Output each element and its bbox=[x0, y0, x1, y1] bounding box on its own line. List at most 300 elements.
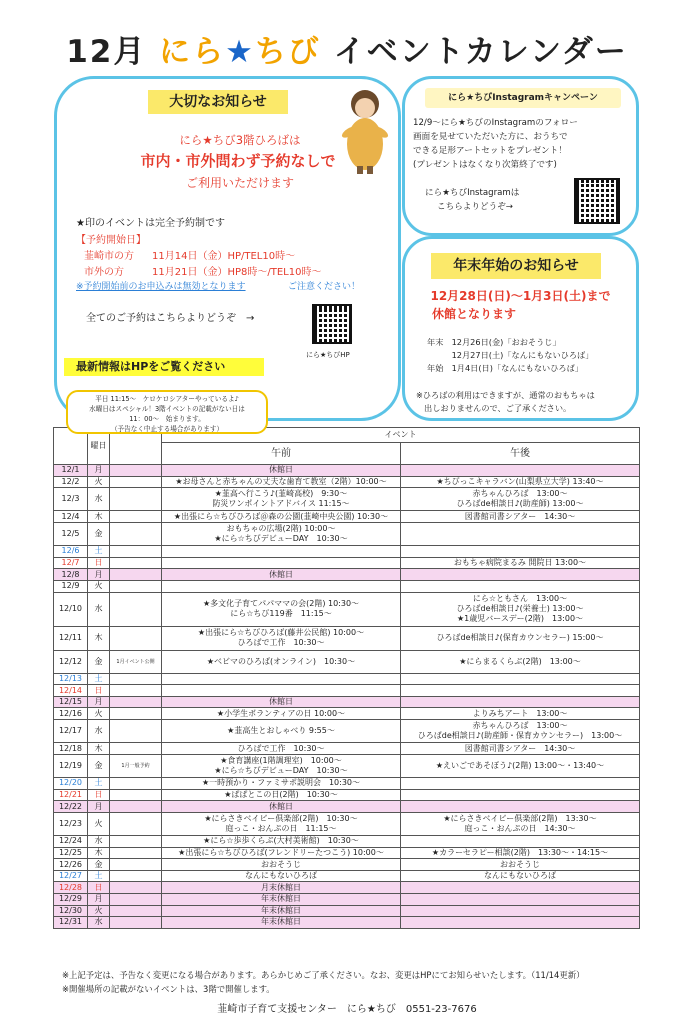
side-note-cell bbox=[110, 754, 162, 777]
side-note-cell bbox=[110, 685, 162, 697]
table-row bbox=[54, 627, 640, 650]
cell-text: なんにもないひろば bbox=[484, 871, 556, 881]
table-row bbox=[54, 592, 640, 627]
table-row bbox=[54, 801, 640, 813]
cell-text: ★1歳児バースデー(2階) 13:00～ bbox=[456, 614, 584, 624]
cell-text: 12/24 bbox=[58, 836, 83, 846]
cell-text: 月 bbox=[94, 569, 103, 579]
side-note-cell bbox=[110, 870, 162, 882]
date-cell bbox=[54, 847, 88, 859]
am-event-cell bbox=[162, 720, 401, 743]
side-note-cell bbox=[110, 465, 162, 477]
am-event-cell bbox=[162, 847, 401, 859]
dow-cell bbox=[88, 708, 110, 720]
new-year-note bbox=[416, 389, 595, 415]
instagram-qr-code[interactable] bbox=[574, 178, 620, 224]
table-row bbox=[54, 859, 640, 871]
cell-text: 木 bbox=[94, 847, 103, 857]
am-event-cell bbox=[162, 685, 401, 697]
cell-text: ★カラーセラピー相談(2階) 13:30～・14:15～ bbox=[431, 847, 609, 857]
table-row bbox=[54, 743, 640, 755]
am-event-cell bbox=[162, 882, 401, 894]
cell-text: ひろばde相談日♪(栄養士) 13:00～ bbox=[456, 604, 584, 614]
table-row bbox=[54, 580, 640, 592]
cell-text: 12/10 bbox=[58, 604, 83, 614]
side-note-cell bbox=[110, 882, 162, 894]
new-year-row: 12月27日(土)「なんにもないひろば」 bbox=[427, 350, 594, 360]
cell-text: おもちゃの広場(2階) 10:00～ bbox=[226, 524, 336, 534]
cell-text: 12/27 bbox=[58, 871, 83, 881]
date-cell bbox=[54, 488, 88, 511]
side-note-cell bbox=[110, 905, 162, 917]
cell-text: 12/1 bbox=[61, 465, 80, 475]
invalid-note: ※予約開始前のお申込みは無効となります bbox=[76, 282, 246, 292]
pm-header: 午後 bbox=[401, 443, 640, 465]
dow-cell bbox=[88, 627, 110, 650]
cell-text: ★小学生ボランティアの日 10:00～ bbox=[216, 708, 346, 718]
table-row bbox=[54, 696, 640, 708]
table-row bbox=[54, 917, 640, 929]
cell-text: 休館日 bbox=[269, 569, 293, 579]
cell-text: 土 bbox=[94, 674, 103, 683]
cell-text: 1月イベント公開 bbox=[116, 658, 155, 665]
cell-text: なんにもないひろば bbox=[245, 871, 317, 881]
date-cell bbox=[54, 801, 88, 813]
cell-text: 月 bbox=[94, 894, 103, 904]
pm-event-cell bbox=[401, 488, 640, 511]
outside-label: 市外の方 bbox=[84, 267, 124, 278]
dow-cell bbox=[88, 476, 110, 488]
pm-event-cell bbox=[401, 557, 640, 569]
am-event-cell bbox=[162, 511, 401, 523]
important-line2: 市内・市外問わず予約なしで bbox=[140, 152, 336, 170]
date-cell bbox=[54, 627, 88, 650]
date-cell bbox=[54, 743, 88, 755]
table-row bbox=[54, 650, 640, 673]
reserve-link-text[interactable]: 全てのご予約はこちらよりどうぞ → bbox=[86, 313, 255, 324]
date-cell bbox=[54, 778, 88, 790]
dow-cell bbox=[88, 778, 110, 790]
cell-text: 12/4 bbox=[61, 511, 80, 521]
pm-event-cell bbox=[401, 789, 640, 801]
date-cell bbox=[54, 882, 88, 894]
cell-text: ★食育講座(1階調理室) 10:00～ bbox=[220, 755, 342, 765]
am-event-cell bbox=[162, 569, 401, 581]
dow-cell bbox=[88, 673, 110, 685]
pm-event-cell bbox=[401, 522, 640, 545]
dow-cell bbox=[88, 859, 110, 871]
side-note-cell bbox=[110, 488, 162, 511]
cell-text: 図書館司書シアター 14:30～ bbox=[464, 511, 576, 521]
table-row bbox=[54, 893, 640, 905]
dow-cell bbox=[88, 893, 110, 905]
dow-cell bbox=[88, 754, 110, 777]
cell-text: ひろばで工作 10:30～ bbox=[237, 638, 325, 648]
am-event-cell bbox=[162, 650, 401, 673]
table-row bbox=[54, 836, 640, 848]
dow-cell bbox=[88, 696, 110, 708]
dow-cell bbox=[88, 557, 110, 569]
am-event-cell bbox=[162, 812, 401, 835]
am-event-cell bbox=[162, 546, 401, 558]
am-event-cell bbox=[162, 801, 401, 813]
cell-text: 休館日 bbox=[269, 801, 293, 811]
side-note-cell bbox=[110, 812, 162, 835]
table-row bbox=[54, 511, 640, 523]
instagram-body-line: (プレゼントはなくなり次第終了です) bbox=[413, 160, 557, 170]
dow-cell bbox=[88, 488, 110, 511]
dow-cell bbox=[88, 847, 110, 859]
cell-text: 土 bbox=[94, 871, 103, 881]
side-note-cell bbox=[110, 592, 162, 627]
cell-text: 12/16 bbox=[58, 708, 83, 718]
cell-text: 月 bbox=[94, 465, 103, 475]
cell-text: 防災ワンポイントアドバイス 11:15～ bbox=[212, 499, 350, 509]
cell-text: 休館日 bbox=[269, 697, 293, 707]
pm-event-cell bbox=[401, 685, 640, 697]
important-heading: 大切なお知らせ bbox=[148, 90, 288, 114]
table-row bbox=[54, 905, 640, 917]
date-cell bbox=[54, 696, 88, 708]
cell-text: 12/23 bbox=[58, 818, 83, 828]
title-brand-b: ちび bbox=[254, 34, 321, 70]
am-event-cell bbox=[162, 708, 401, 720]
date-cell bbox=[54, 465, 88, 477]
new-year-closed: 休館となります bbox=[432, 307, 517, 321]
footnote: ※開催場所の記載がないイベントは、3階で開催します。 bbox=[62, 984, 275, 994]
cell-text: 月 bbox=[94, 697, 103, 707]
cell-text: ★ベビマのひろば(オンライン) 10:30～ bbox=[206, 656, 356, 666]
cell-text: 火 bbox=[94, 708, 103, 718]
am-event-cell bbox=[162, 557, 401, 569]
table-row bbox=[54, 546, 640, 558]
cell-text: 月末休館日 bbox=[261, 882, 301, 892]
instagram-body-line: できる足形アートセットをプレゼント！ bbox=[413, 146, 567, 156]
pm-event-cell bbox=[401, 465, 640, 477]
side-note-cell bbox=[110, 720, 162, 743]
side-note-cell bbox=[110, 859, 162, 871]
dow-cell bbox=[88, 789, 110, 801]
side-note-cell bbox=[110, 522, 162, 545]
cell-text: ひろばde相談日♪(助産師・保育カウンセラー) 13:00～ bbox=[417, 731, 623, 741]
cell-text: ★にらさきベイビー倶楽部(2階) 10:30～ bbox=[204, 813, 358, 823]
cell-text: 水 bbox=[94, 726, 103, 736]
cell-text: 12/25 bbox=[58, 847, 83, 857]
am-event-cell bbox=[162, 789, 401, 801]
pm-event-cell bbox=[401, 627, 640, 650]
hp-notice: 最新情報はHPをご覧ください bbox=[64, 358, 264, 376]
table-row bbox=[54, 465, 640, 477]
pm-event-cell bbox=[401, 592, 640, 627]
cell-text: ★出張にら☆ちびひろば(藤井公民館) 10:00～ bbox=[197, 628, 365, 638]
cell-text: 火 bbox=[94, 905, 103, 915]
cell-text: 木 bbox=[94, 633, 103, 643]
cell-text: 12/30 bbox=[58, 905, 83, 915]
dow-cell bbox=[88, 870, 110, 882]
date-cell bbox=[54, 859, 88, 871]
dow-cell bbox=[88, 511, 110, 523]
new-year-period: 12月28日(日)～1月3日(土)まで bbox=[430, 289, 611, 303]
date-cell bbox=[54, 592, 88, 627]
cell-text: 12/19 bbox=[58, 760, 83, 770]
cell-text: 日 bbox=[94, 882, 103, 892]
cell-text: 日 bbox=[94, 558, 103, 568]
new-year-note-line: 出しおりませんので、ご了承ください。 bbox=[424, 403, 572, 413]
pm-event-cell bbox=[401, 882, 640, 894]
cell-text: 12/9 bbox=[61, 581, 80, 591]
theater-callout bbox=[66, 390, 268, 434]
cell-text: 12/5 bbox=[61, 529, 80, 539]
cell-text: 土 bbox=[94, 778, 103, 788]
am-event-cell bbox=[162, 580, 401, 592]
footer-contact: 韮崎市子育て支援センター にら★ちび 0551-23-7676 bbox=[217, 1004, 477, 1015]
new-year-note-line: ※ひろばの利用はできますが、通常のおもちゃは bbox=[416, 390, 595, 400]
pm-event-cell bbox=[401, 870, 640, 882]
side-note-cell bbox=[110, 557, 162, 569]
cell-text: 12/11 bbox=[58, 633, 83, 643]
cell-text: おもちゃ病院まるみ 開院日 13:00～ bbox=[453, 558, 587, 568]
date-cell bbox=[54, 905, 88, 917]
caution-note: ご注意ください！ bbox=[288, 282, 361, 292]
cell-text: 水 bbox=[94, 917, 103, 927]
table-row bbox=[54, 488, 640, 511]
side-note-cell bbox=[110, 650, 162, 673]
cell-text: 金 bbox=[94, 760, 103, 770]
date-cell bbox=[54, 673, 88, 685]
new-year-heading: 年末年始のお知らせ bbox=[431, 253, 601, 279]
pm-event-cell bbox=[401, 893, 640, 905]
cell-text: ★ぱぱとこの日(2階) 10:30～ bbox=[224, 789, 338, 799]
cell-text: 12/29 bbox=[58, 894, 83, 904]
city-date: 11月14日（金）HP/TEL10時～ bbox=[152, 251, 296, 262]
side-note-cell bbox=[110, 673, 162, 685]
pm-event-cell bbox=[401, 696, 640, 708]
callout-line: 11：00～ 始まります。 bbox=[129, 415, 205, 423]
side-note-cell bbox=[110, 789, 162, 801]
date-cell bbox=[54, 511, 88, 523]
am-event-cell bbox=[162, 476, 401, 488]
cell-text: 休館日 bbox=[269, 465, 293, 475]
am-event-cell bbox=[162, 917, 401, 929]
new-year-schedule bbox=[427, 336, 593, 375]
am-event-cell bbox=[162, 488, 401, 511]
date-cell bbox=[54, 812, 88, 835]
cell-text: 12/22 bbox=[58, 801, 83, 811]
dow-cell bbox=[88, 801, 110, 813]
am-event-cell bbox=[162, 778, 401, 790]
dow-cell bbox=[88, 592, 110, 627]
table-row bbox=[54, 870, 640, 882]
date-cell bbox=[54, 836, 88, 848]
am-event-cell bbox=[162, 673, 401, 685]
date-cell bbox=[54, 557, 88, 569]
pm-event-cell bbox=[401, 673, 640, 685]
date-cell bbox=[54, 754, 88, 777]
cell-text: 木 bbox=[94, 743, 103, 753]
cell-text: 12/3 bbox=[61, 494, 80, 504]
reserve-start-label: 【予約開始日】 bbox=[76, 235, 146, 246]
cell-text: ★お母さんと赤ちゃんの丈夫な歯育て教室（2階）10:00～ bbox=[175, 476, 387, 486]
hp-qr-caption: にら★ちびHP bbox=[306, 351, 350, 359]
cell-text: 庭っこ・おんぷの日 14:30～ bbox=[464, 823, 576, 833]
am-header: 午前 bbox=[162, 443, 401, 465]
cell-text: ★一時預かり・ファミサポ説明会 10:30～ bbox=[201, 778, 361, 788]
reserve-note: ★印のイベントは完全予約制です bbox=[76, 218, 225, 229]
date-cell bbox=[54, 870, 88, 882]
dow-header: 曜日 bbox=[88, 428, 110, 465]
cell-text: ★出張にら☆ちびひろば(フレンドリーたつこう) 10:00～ bbox=[178, 847, 384, 857]
hp-qr-code[interactable] bbox=[312, 304, 352, 344]
cell-text: 年末休館日 bbox=[261, 905, 301, 915]
am-event-cell bbox=[162, 836, 401, 848]
cell-text: 金 bbox=[94, 859, 103, 869]
cell-text: 12/21 bbox=[58, 789, 83, 799]
table-row bbox=[54, 557, 640, 569]
table-row bbox=[54, 882, 640, 894]
dow-cell bbox=[88, 882, 110, 894]
callout-line: （予告なく中止する場合があります） bbox=[110, 425, 224, 433]
cell-text: 火 bbox=[94, 818, 103, 828]
callout-line: 水曜日はスペシャル！3階イベントの記載がない日は bbox=[89, 405, 245, 413]
cell-text: 土 bbox=[94, 546, 103, 556]
instagram-link[interactable] bbox=[425, 186, 519, 214]
pm-event-cell bbox=[401, 476, 640, 488]
page-title bbox=[0, 26, 694, 71]
am-event-cell bbox=[162, 592, 401, 627]
cell-text: 水 bbox=[94, 494, 103, 504]
am-event-cell bbox=[162, 893, 401, 905]
pm-event-cell bbox=[401, 847, 640, 859]
cell-text: ひろばde相談日♪(助産師) 13:00～ bbox=[456, 499, 584, 509]
cell-text: にら☆ともさん 13:00～ bbox=[472, 594, 568, 604]
dow-cell bbox=[88, 465, 110, 477]
am-event-cell bbox=[162, 696, 401, 708]
date-cell bbox=[54, 685, 88, 697]
cell-text: おおそうじ bbox=[261, 859, 301, 869]
date-cell bbox=[54, 650, 88, 673]
pm-event-cell bbox=[401, 720, 640, 743]
table-row bbox=[54, 685, 640, 697]
important-line3: ご利用いただけます bbox=[185, 176, 294, 190]
side-note-cell bbox=[110, 580, 162, 592]
pm-event-cell bbox=[401, 743, 640, 755]
table-row bbox=[54, 522, 640, 545]
side-note-cell bbox=[110, 546, 162, 558]
cell-text: ★多文化子育てパパママの会(2階) 10:30～ bbox=[202, 599, 360, 609]
cell-text: 12/8 bbox=[61, 569, 80, 579]
date-cell bbox=[54, 569, 88, 581]
cell-text: ★韮高へ行こう♪(韮崎高校) 9:30～ bbox=[214, 489, 348, 499]
cell-text: 木 bbox=[94, 511, 103, 521]
pm-event-cell bbox=[401, 650, 640, 673]
date-cell bbox=[54, 546, 88, 558]
am-event-cell bbox=[162, 754, 401, 777]
cell-text: よりみちアート 13:00～ bbox=[472, 708, 568, 718]
date-cell bbox=[54, 720, 88, 743]
title-star: ★ bbox=[225, 34, 255, 70]
pm-event-cell bbox=[401, 778, 640, 790]
callout-line: 平日 11:15～ ケロケロシアターやっているよ♪ bbox=[95, 395, 239, 403]
table-row bbox=[54, 476, 640, 488]
dow-cell bbox=[88, 812, 110, 835]
important-line1: にら★ちび3階ひろばは bbox=[179, 133, 301, 147]
date-cell bbox=[54, 789, 88, 801]
side-note-cell bbox=[110, 893, 162, 905]
side-note-cell bbox=[110, 917, 162, 929]
event-header: イベント bbox=[162, 428, 640, 443]
cell-text: 金 bbox=[94, 529, 103, 539]
side-note-cell bbox=[110, 778, 162, 790]
pm-event-cell bbox=[401, 511, 640, 523]
cell-text: 赤ちゃんひろば 13:00～ bbox=[472, 721, 568, 731]
cell-text: ★にらまるくらぶ(2階) 13:00～ bbox=[459, 656, 581, 666]
am-event-cell bbox=[162, 522, 401, 545]
instagram-heading: にら★ちびInstagramキャンペーン bbox=[425, 88, 621, 108]
cell-text: 庭っこ・おんぷの日 11:15～ bbox=[225, 823, 337, 833]
cell-text: ★ちびっこキャラバン(山梨県立大学) 13:40～ bbox=[436, 476, 604, 486]
dow-cell bbox=[88, 720, 110, 743]
cell-text: 赤ちゃんひろば 13:00～ bbox=[472, 489, 568, 499]
cell-text: 月 bbox=[94, 801, 103, 811]
date-cell bbox=[54, 917, 88, 929]
cell-text: 12/26 bbox=[58, 859, 83, 869]
dow-cell bbox=[88, 522, 110, 545]
side-note-cell bbox=[110, 847, 162, 859]
side-note-cell bbox=[110, 476, 162, 488]
cell-text: 12/20 bbox=[58, 778, 83, 788]
cell-text: 12/6 bbox=[61, 546, 80, 556]
cell-text: にら☆ちび119番 11:15～ bbox=[230, 609, 332, 619]
cell-text: ★出張にら☆ちびひろば＠森の公園(韮崎中央公園) 10:30～ bbox=[173, 511, 389, 521]
table-row bbox=[54, 754, 640, 777]
instagram-link-line: こちらよりどうぞ→ bbox=[437, 202, 513, 212]
cell-text: 12/31 bbox=[58, 917, 83, 927]
cell-text: ひろばで工作 10:30～ bbox=[237, 743, 325, 753]
am-event-cell bbox=[162, 859, 401, 871]
side-note-cell bbox=[110, 569, 162, 581]
date-cell bbox=[54, 476, 88, 488]
side-note-cell bbox=[110, 836, 162, 848]
instagram-body-line: 12/9～にら★ちびのInstagramのフォロー bbox=[413, 118, 578, 128]
dow-cell bbox=[88, 650, 110, 673]
table-row bbox=[54, 708, 640, 720]
side-note-cell bbox=[110, 708, 162, 720]
cell-text: 水 bbox=[94, 836, 103, 846]
table-row bbox=[54, 673, 640, 685]
dow-cell bbox=[88, 836, 110, 848]
pm-event-cell bbox=[401, 580, 640, 592]
city-label: 韮崎市の方 bbox=[84, 251, 134, 262]
date-cell bbox=[54, 893, 88, 905]
cell-text: おおそうじ bbox=[500, 859, 540, 869]
cell-text: ひろばde相談日♪(保育カウンセラー) 15:00～ bbox=[436, 633, 604, 643]
dow-cell bbox=[88, 743, 110, 755]
cell-text: ★にら☆ちびデビューDAY 10:30～ bbox=[214, 765, 348, 775]
cell-text: 12/28 bbox=[58, 882, 83, 892]
cell-text: ★韮高生とおしゃべり 9:55～ bbox=[227, 726, 335, 736]
table-row bbox=[54, 812, 640, 835]
date-cell bbox=[54, 708, 88, 720]
side-note-cell bbox=[110, 627, 162, 650]
am-event-cell bbox=[162, 465, 401, 477]
cell-text: ★にらさきベイビー倶楽部(2階) 13:30～ bbox=[443, 813, 597, 823]
dow-cell bbox=[88, 917, 110, 929]
footnotes bbox=[62, 968, 682, 996]
pm-event-cell bbox=[401, 812, 640, 835]
cell-text: 12/7 bbox=[61, 558, 80, 568]
pm-event-cell bbox=[401, 859, 640, 871]
event-calendar-table bbox=[53, 427, 640, 929]
